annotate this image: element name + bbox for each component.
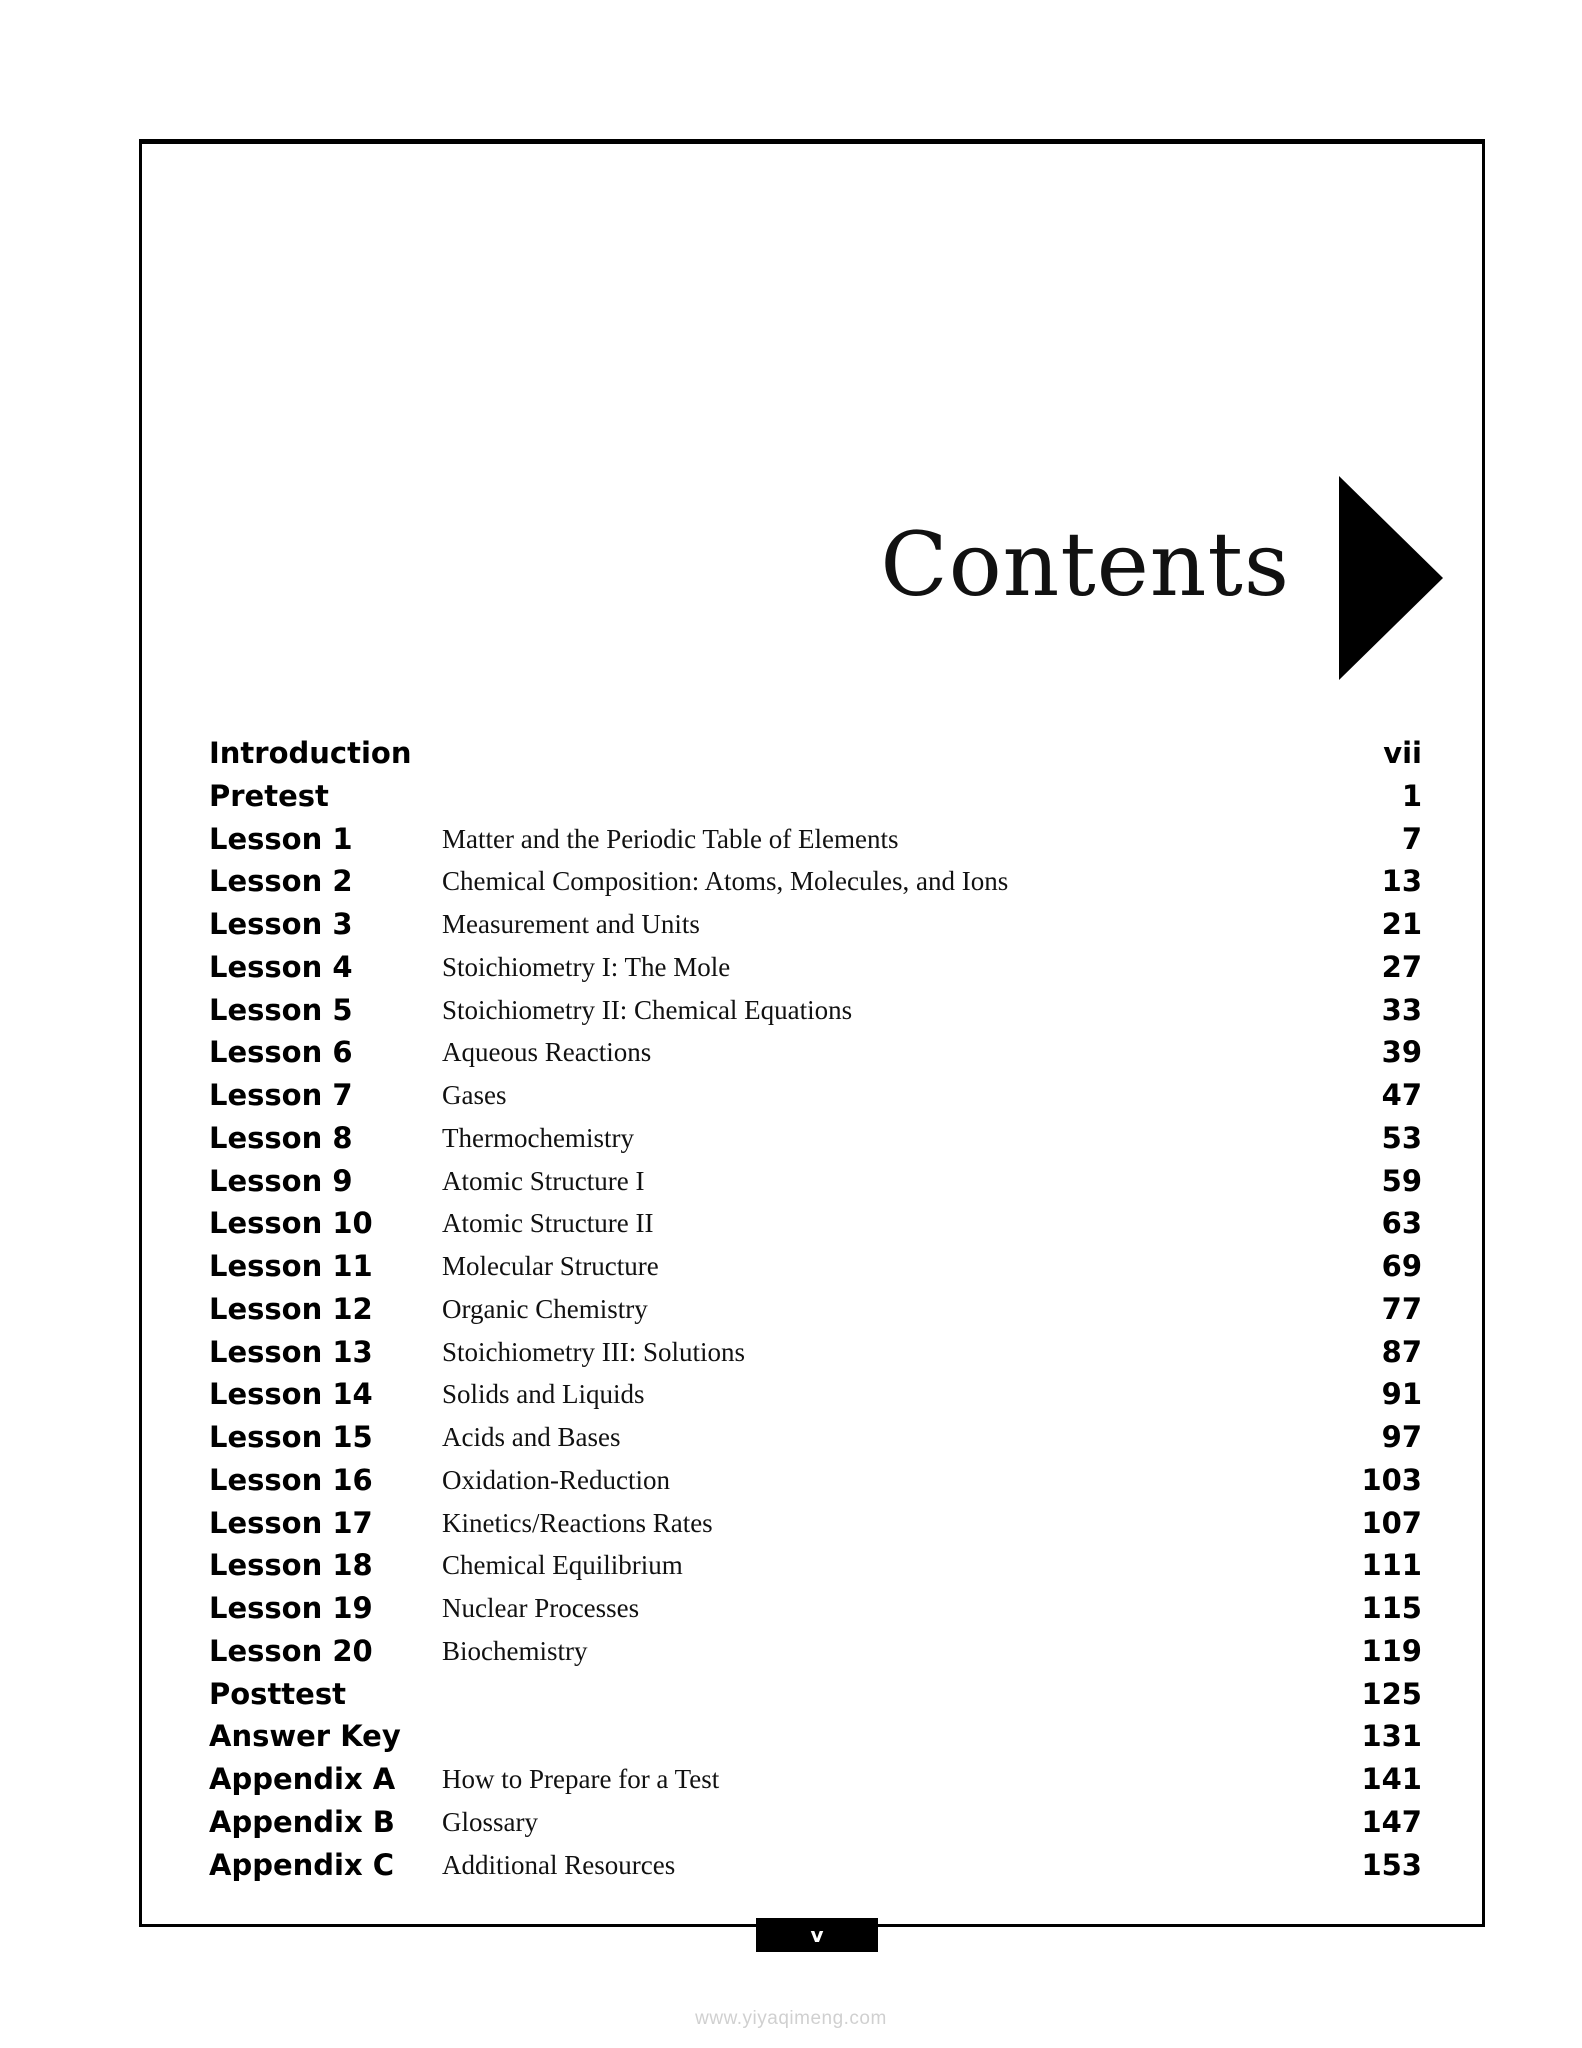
toc-entry[interactable]	[209, 1416, 1422, 1459]
toc-entry[interactable]	[209, 860, 1422, 903]
toc-entry[interactable]	[209, 1502, 1422, 1545]
toc-entry-page-number: 59	[1381, 1163, 1422, 1198]
toc-entry-page-number: 111	[1361, 1548, 1422, 1583]
toc-entry[interactable]	[209, 1459, 1422, 1502]
toc-entry-label: Lesson 20	[209, 1633, 373, 1668]
toc-entry-title: Nuclear Processes	[442, 1593, 640, 1623]
toc-entry-label: Lesson 14	[209, 1377, 373, 1412]
toc-entry[interactable]	[209, 989, 1422, 1032]
toc-entry-page-number: 131	[1361, 1719, 1422, 1754]
toc-entry[interactable]	[209, 1715, 1422, 1758]
toc-entry-title: Measurement and Units	[442, 909, 700, 939]
toc-entry-title: Additional Resources	[442, 1849, 676, 1880]
toc-entry-page-number: 33	[1381, 992, 1422, 1027]
toc-entry-title: Aqueous Reactions	[442, 1037, 652, 1068]
toc-entry-title: Matter and the Periodic Table of Elements	[442, 823, 899, 854]
toc-entry-label: Lesson 13	[209, 1334, 373, 1369]
toc-entry-label: Lesson 18	[209, 1548, 373, 1583]
toc-entry-page-number: 77	[1381, 1291, 1422, 1326]
toc-entry-page-number: 13	[1381, 864, 1422, 899]
toc-entry[interactable]	[209, 775, 1422, 818]
toc-entry-label: Lesson 10	[209, 1206, 373, 1241]
table-of-contents	[209, 732, 1422, 1886]
toc-entry-title: Stoichiometry III: Solutions	[442, 1336, 745, 1367]
toc-entry[interactable]	[209, 1587, 1422, 1630]
toc-entry[interactable]	[209, 1031, 1422, 1074]
toc-entry-title: Stoichiometry I: The Mole	[442, 951, 731, 982]
toc-entry-page-number: 39	[1381, 1035, 1422, 1070]
toc-entry-page-number: 103	[1361, 1462, 1422, 1497]
toc-entry-label: Lesson 3	[209, 907, 353, 941]
toc-entry-title: How to Prepare for a Test	[442, 1764, 720, 1794]
toc-entry-label: Lesson 2	[209, 864, 353, 899]
toc-entry-label: Lesson 8	[209, 1120, 353, 1155]
toc-entry-title: Acids and Bases	[442, 1422, 621, 1452]
toc-entry-label: Posttest	[209, 1676, 346, 1711]
toc-entry[interactable]	[209, 1074, 1422, 1117]
toc-entry-page-number: 21	[1381, 907, 1422, 941]
page-title: Contents	[880, 513, 1290, 616]
toc-entry[interactable]	[209, 1245, 1422, 1288]
toc-entry[interactable]	[209, 1373, 1422, 1416]
toc-entry-title: Chemical Equilibrium	[442, 1550, 683, 1581]
toc-entry-label: Lesson 7	[209, 1078, 353, 1112]
toc-entry-page-number: 141	[1361, 1762, 1422, 1796]
toc-entry-page-number: 97	[1381, 1420, 1422, 1454]
toc-entry-title: Solids and Liquids	[442, 1379, 645, 1410]
toc-entry-label: Lesson 9	[209, 1163, 353, 1198]
toc-entry-title: Stoichiometry II: Chemical Equations	[442, 994, 853, 1025]
toc-entry-title: Glossary	[442, 1806, 538, 1837]
toc-entry[interactable]	[209, 1117, 1422, 1160]
triangle-arrow-icon	[1339, 476, 1443, 680]
toc-entry-page-number: 47	[1381, 1078, 1422, 1112]
toc-entry[interactable]	[209, 1801, 1422, 1844]
toc-entry-page-number: 91	[1381, 1377, 1422, 1412]
toc-entry-label: Lesson 12	[209, 1291, 373, 1326]
toc-entry-page-number: vii	[1383, 736, 1422, 770]
toc-entry-page-number: 147	[1361, 1804, 1422, 1839]
toc-entry[interactable]	[209, 1544, 1422, 1587]
toc-entry-page-number: 53	[1381, 1120, 1422, 1155]
watermark: www.yiyaqimeng.com	[695, 2008, 887, 2029]
toc-entry-label: Pretest	[209, 778, 329, 813]
toc-entry-label: Lesson 11	[209, 1249, 373, 1283]
toc-entry-label: Lesson 6	[209, 1035, 353, 1070]
toc-entry[interactable]	[209, 1202, 1422, 1245]
toc-entry[interactable]	[209, 903, 1422, 946]
toc-entry[interactable]	[209, 1288, 1422, 1331]
toc-entry-page-number: 115	[1361, 1591, 1422, 1625]
toc-entry-title: Kinetics/Reactions Rates	[442, 1507, 713, 1538]
toc-entry-page-number: 7	[1401, 821, 1422, 856]
toc-entry-title: Gases	[442, 1080, 507, 1110]
toc-entry[interactable]	[209, 1673, 1422, 1716]
toc-entry-label: Appendix A	[209, 1762, 396, 1796]
toc-entry-title: Organic Chemistry	[442, 1293, 648, 1324]
toc-entry-page-number: 119	[1361, 1633, 1422, 1668]
toc-entry[interactable]	[209, 1331, 1422, 1374]
toc-entry[interactable]	[209, 1758, 1422, 1801]
toc-entry[interactable]	[209, 732, 1422, 775]
toc-entry[interactable]	[209, 1844, 1422, 1887]
toc-entry[interactable]	[209, 1630, 1422, 1673]
toc-entry-label: Lesson 5	[209, 992, 353, 1027]
toc-entry-title: Molecular Structure	[442, 1251, 659, 1281]
toc-entry[interactable]	[209, 818, 1422, 861]
toc-entry-page-number: 69	[1381, 1249, 1422, 1283]
toc-entry-page-number: 63	[1381, 1206, 1422, 1241]
toc-entry[interactable]	[209, 946, 1422, 989]
toc-entry-title: Atomic Structure I	[442, 1165, 645, 1196]
toc-entry-label: Appendix B	[209, 1804, 395, 1839]
toc-entry-page-number: 1	[1401, 778, 1422, 813]
toc-entry-title: Chemical Composition: Atoms, Molecules, and Ions	[442, 866, 1009, 897]
toc-entry-label: Lesson 19	[209, 1591, 373, 1625]
toc-entry-page-number: 107	[1361, 1505, 1422, 1540]
toc-entry-label: Answer Key	[209, 1719, 401, 1754]
page-number: v	[756, 1918, 878, 1952]
toc-entry-title: Thermochemistry	[442, 1122, 634, 1153]
toc-entry-label: Lesson 15	[209, 1420, 373, 1454]
toc-entry-title: Atomic Structure II	[442, 1208, 654, 1239]
toc-entry-label: Lesson 4	[209, 949, 353, 984]
toc-entry-page-number: 153	[1361, 1847, 1422, 1882]
toc-entry-label: Lesson 16	[209, 1462, 373, 1497]
toc-entry-page-number: 125	[1361, 1676, 1422, 1711]
toc-entry-page-number: 87	[1381, 1334, 1422, 1369]
toc-entry-label: Introduction	[209, 736, 412, 770]
toc-entry-label: Lesson 1	[209, 821, 353, 856]
toc-entry[interactable]	[209, 1160, 1422, 1203]
toc-entry-label: Appendix C	[209, 1847, 395, 1882]
toc-entry-title: Biochemistry	[442, 1635, 588, 1666]
toc-entry-page-number: 27	[1381, 949, 1422, 984]
toc-entry-title: Oxidation-Reduction	[442, 1464, 670, 1495]
toc-entry-label: Lesson 17	[209, 1505, 373, 1540]
